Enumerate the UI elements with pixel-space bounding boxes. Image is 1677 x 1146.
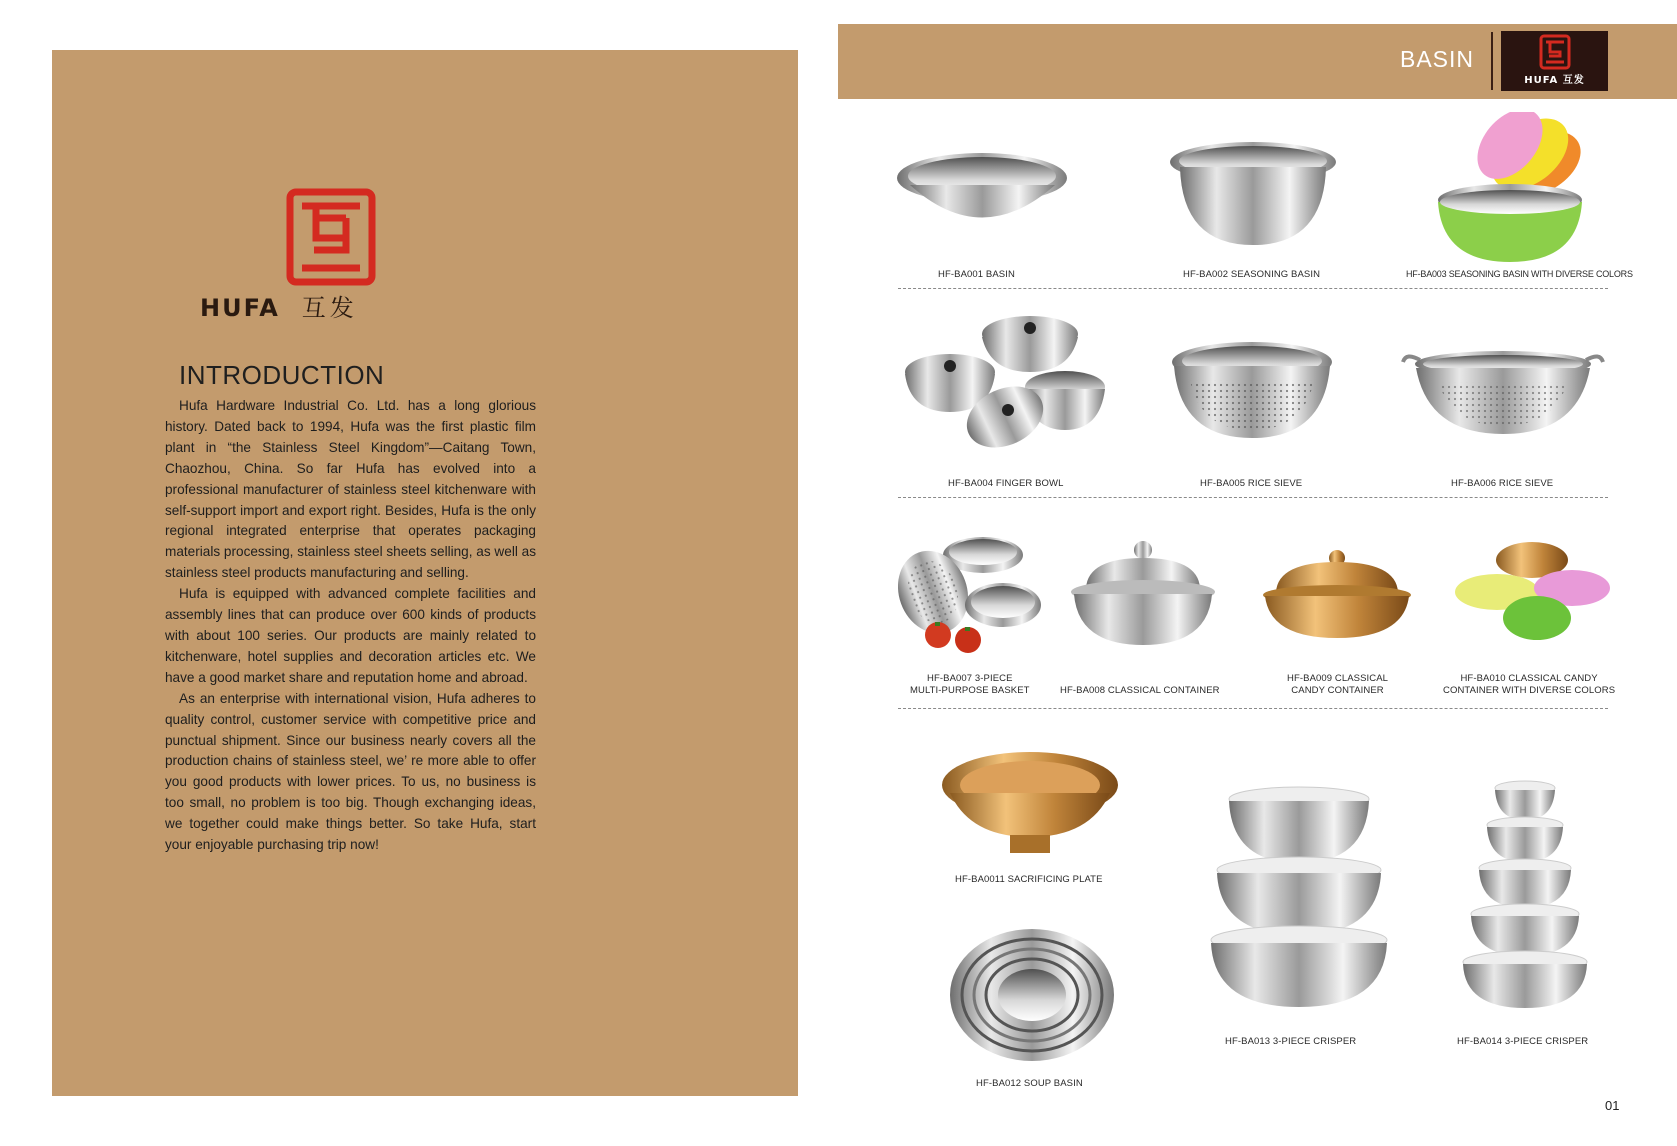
product-label: HF-BA003 SEASONING BASIN WITH DIVERSE COLORS xyxy=(1406,269,1633,279)
product-label-ba010 xyxy=(1443,673,1615,696)
product-hf-ba006 xyxy=(1398,348,1608,438)
header-logo-text: HUFA 互发 xyxy=(1524,75,1585,86)
basket-set-icon xyxy=(898,530,1043,655)
product-label: HF-BA013 3-PIECE CRISPER xyxy=(1225,1036,1357,1047)
product-label: HF-BA008 CLASSICAL CONTAINER xyxy=(1060,685,1220,696)
product-hf-ba009 xyxy=(1260,548,1415,640)
rice-sieve-icon xyxy=(1170,340,1335,440)
colored-basins-icon xyxy=(1430,112,1590,267)
colored-candy-containers-icon xyxy=(1452,540,1612,645)
product-label: HF-BA0011 SACRIFICING PLATE xyxy=(955,874,1103,885)
product-hf-ba002 xyxy=(1168,137,1338,247)
finger-bowl-icon xyxy=(900,312,1120,452)
hufa-logo xyxy=(200,188,380,368)
product-label: HF-BA002 SEASONING BASIN xyxy=(1183,269,1321,280)
product-label-line: HF-BA010 CLASSICAL CANDY xyxy=(1460,673,1598,684)
row-divider xyxy=(898,288,1608,289)
row-divider xyxy=(898,708,1608,709)
brand-wordmark xyxy=(200,288,358,323)
product-label: HF-BA005 RICE SIEVE xyxy=(1200,478,1303,489)
product-label-line: MULTI-PURPOSE BASKET xyxy=(910,684,1030,696)
product-hf-ba001 xyxy=(895,140,1070,235)
brand-chinese-name: 互发 xyxy=(301,294,358,322)
section-title: BASIN xyxy=(1400,46,1475,72)
product-label: HF-BA006 RICE SIEVE xyxy=(1451,478,1554,489)
intro-panel xyxy=(52,50,798,1096)
header-logo xyxy=(1501,31,1608,91)
soup-basin-icon xyxy=(947,925,1117,1065)
product-hf-ba014 xyxy=(1455,780,1595,1010)
intro-title: INTRODUCTION xyxy=(179,360,385,390)
brand-name: HUFA xyxy=(200,294,280,322)
product-label: HF-BA004 FINGER BOWL xyxy=(948,478,1064,489)
product-hf-ba010 xyxy=(1452,540,1612,645)
sacrificing-plate-icon xyxy=(940,745,1120,860)
header-divider xyxy=(1491,32,1493,90)
row-divider xyxy=(898,497,1608,498)
crisper-3-icon xyxy=(1204,785,1394,1010)
intro-paragraph: Hufa is equipped with advanced complete facilities and assembly lines that can produce over 600 kinds of products with about 100 series. Our products are mainly related to kitchenware, hotel supplies and decoration articles etc. We have a good market share and reputation home and abroad. xyxy=(165,586,536,685)
gold-candy-container-icon xyxy=(1260,548,1415,640)
seasoning-basin-icon xyxy=(1168,137,1338,247)
product-hf-ba003 xyxy=(1430,112,1590,267)
product-label-ba007 xyxy=(910,673,1030,696)
hufa-seal-small-icon xyxy=(1501,31,1608,75)
product-hf-ba008 xyxy=(1068,540,1218,650)
product-label-line: CANDY CONTAINER xyxy=(1291,684,1384,696)
intro-body xyxy=(165,396,536,856)
intro-paragraph: Hufa Hardware Industrial Co. Ltd. has a long glorious history. Dated back to 1994, Hufa was the first plastic film plant in “the Stainless Steel Kingdom”—Caitang Town, Chaozhou, China. So far Hufa has evolved into a professional manufacturer of stainless steel kitchenware with self-support import and export right. Besides, Hufa is the only regional integrated enterprise that operates packaging materials processing, stainless steel sheets selling, as well as stainless steel products manufacturing and selling. xyxy=(165,398,536,581)
catalog-header xyxy=(838,24,1677,99)
crisper-5-icon xyxy=(1455,780,1595,1010)
handled-sieve-icon xyxy=(1398,348,1608,438)
page-number: 01 xyxy=(1605,1098,1620,1113)
product-label-line: HF-BA007 3-PIECE xyxy=(927,673,1013,684)
product-hf-ba004 xyxy=(900,312,1120,452)
hufa-seal-icon xyxy=(286,188,376,286)
product-label-line: HF-BA009 CLASSICAL xyxy=(1287,673,1389,684)
product-hf-ba005 xyxy=(1170,340,1335,440)
intro-paragraph: As an enterprise with international vision, Hufa adheres to quality control, customer service with competitive price and punctual shipment. Since our business nearly covers all the production chains of stainless steel, we’ re more able to offer you good products with lower prices. To us, no business is too small, no problem is too big. Though exchanging ideas, we together could make things better. So take Hufa, start your enjoyable purchasing trip now! xyxy=(165,690,536,853)
product-hf-ba013 xyxy=(1204,785,1394,1010)
product-label-line: CONTAINER WITH DIVERSE COLORS xyxy=(1443,684,1616,696)
product-hf-ba007 xyxy=(898,530,1043,655)
basin-icon xyxy=(895,140,1070,235)
product-label: HF-BA014 3-PIECE CRISPER xyxy=(1457,1036,1589,1047)
product-label: HF-BA001 BASIN xyxy=(938,269,1015,280)
product-hf-ba0011 xyxy=(940,745,1120,860)
product-hf-ba012 xyxy=(947,925,1117,1065)
product-label: HF-BA012 SOUP BASIN xyxy=(976,1078,1083,1089)
classical-container-icon xyxy=(1068,540,1218,650)
product-label-ba009 xyxy=(1287,673,1388,696)
